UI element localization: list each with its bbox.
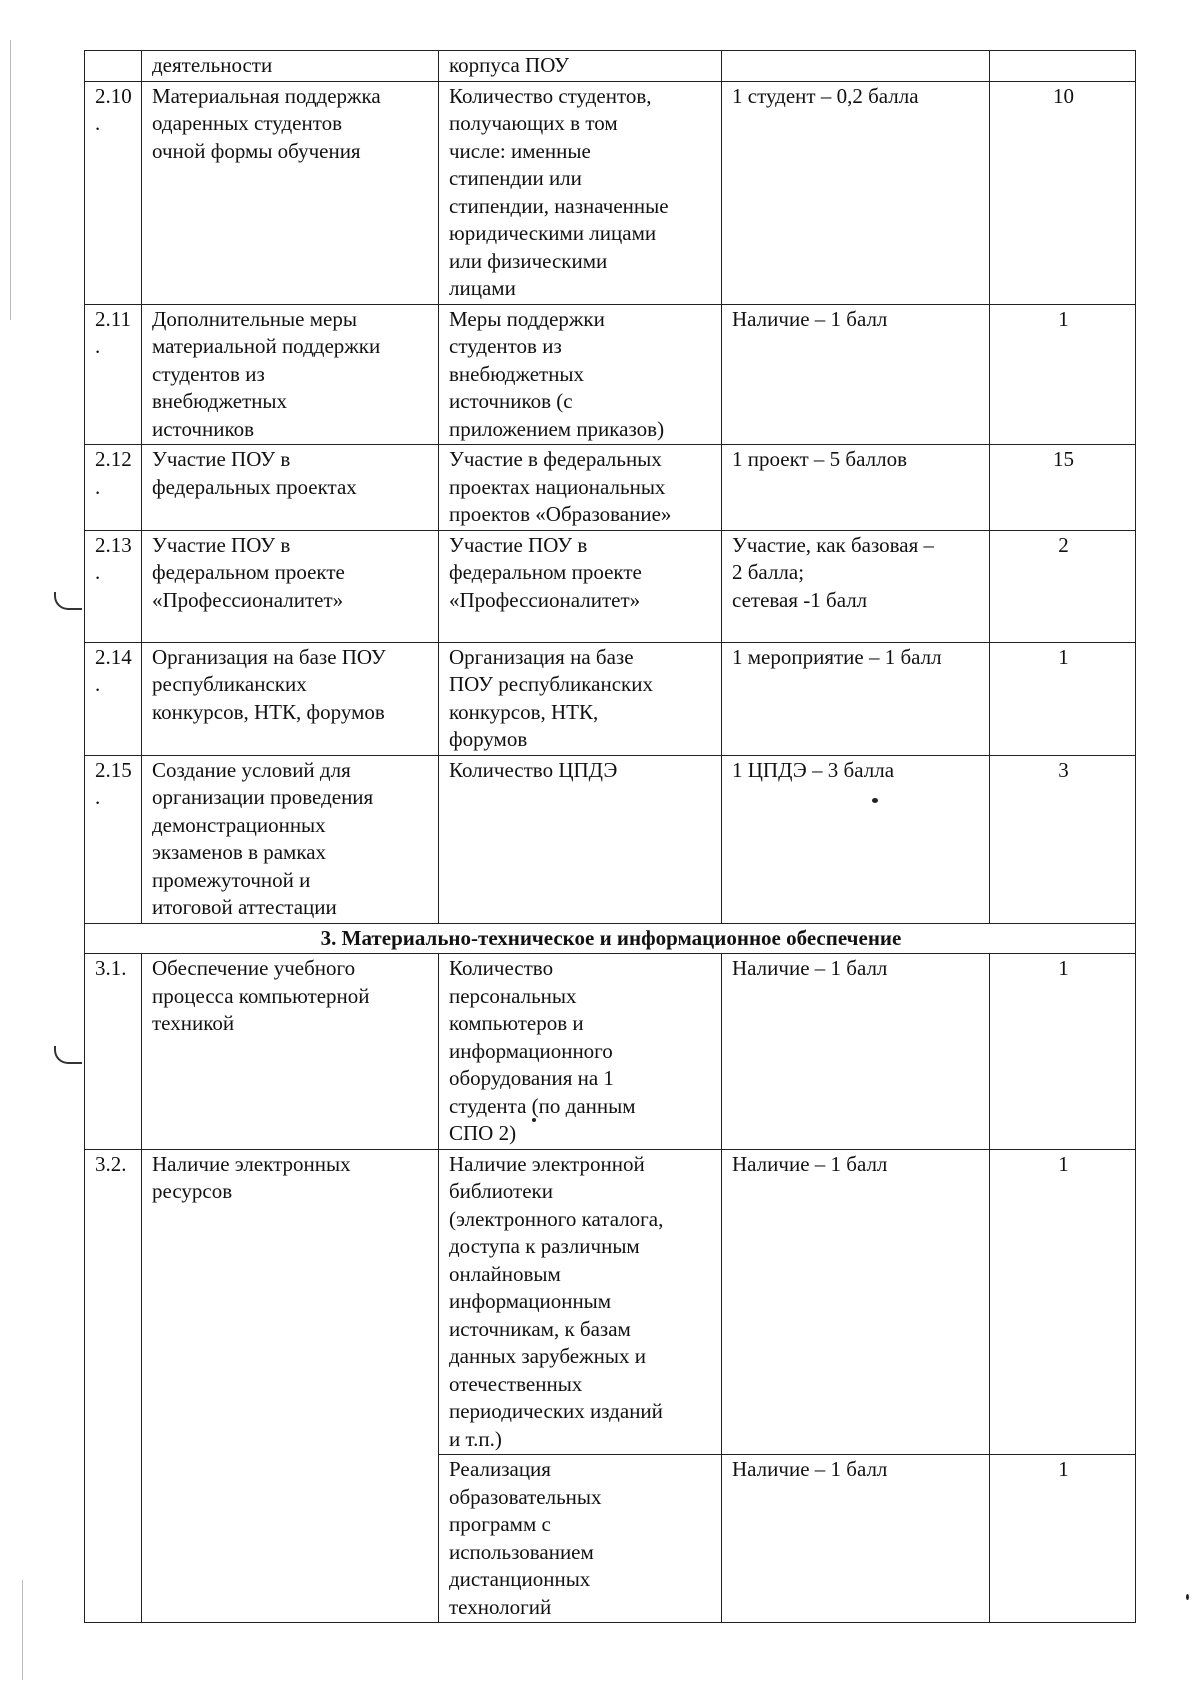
row-score: 15 bbox=[990, 445, 1136, 531]
row-indicator-line: Количество ЦПДЭ bbox=[449, 757, 618, 782]
row-score: 1 bbox=[990, 642, 1136, 755]
row-indicator: корпуса ПОУ bbox=[439, 51, 722, 82]
table-row bbox=[85, 81, 1136, 304]
row-indicator-line: доступа к различным bbox=[449, 1234, 640, 1258]
row-indicator-line: информационным bbox=[449, 1289, 612, 1313]
section-header-row bbox=[85, 923, 1136, 954]
row-name-line: демонстрационных bbox=[152, 812, 326, 837]
row-indicator-line: проектов «Образование» bbox=[449, 502, 672, 526]
row-name bbox=[142, 304, 439, 445]
row-indicator-line: использованием bbox=[449, 1539, 594, 1564]
row-indicator-line: форумов bbox=[449, 727, 528, 751]
row-criteria bbox=[722, 1455, 990, 1623]
table-row bbox=[85, 642, 1136, 755]
row-indicator-line: источников (с bbox=[449, 389, 573, 413]
row-criteria-line: Наличие – 1 балл bbox=[732, 956, 888, 980]
row-indicator-line: образовательных bbox=[449, 1484, 602, 1509]
row-criteria-line: Наличие – 1 балл bbox=[732, 1457, 888, 1481]
row-criteria bbox=[722, 954, 990, 1150]
row-criteria-line: Участие, как базовая – bbox=[732, 532, 935, 557]
row-name-line: процесса компьютерной bbox=[152, 983, 370, 1008]
row-indicator-line: Меры поддержки bbox=[449, 306, 605, 331]
row-indicator bbox=[439, 954, 722, 1150]
row-indicator-line: программ с bbox=[449, 1512, 551, 1536]
row-criteria bbox=[722, 530, 990, 642]
row-name-line: ресурсов bbox=[152, 1179, 233, 1203]
row-indicator-line: информационного bbox=[449, 1038, 613, 1063]
row-indicator-line: онлайновым bbox=[449, 1261, 561, 1286]
table-row bbox=[85, 445, 1136, 531]
scan-speck bbox=[1186, 1594, 1189, 1600]
row-name-line: «Профессионалитет» bbox=[152, 587, 344, 612]
row-indicator-line: источникам, к базам bbox=[449, 1316, 631, 1341]
row-score: 1 bbox=[990, 954, 1136, 1150]
row-criteria-line: Наличие – 1 балл bbox=[732, 1151, 888, 1176]
row-indicator-line: или физическими bbox=[449, 248, 608, 273]
row-indicator-line: Организация на базе bbox=[449, 644, 634, 669]
row-indicator-line: СПО 2) bbox=[449, 1121, 517, 1145]
row-name-line: источников bbox=[152, 416, 255, 441]
row-score: 10 bbox=[990, 81, 1136, 304]
row-indicator-line: Количество bbox=[449, 956, 554, 980]
table-row bbox=[85, 1149, 1136, 1455]
row-indicator-line: приложением приказов) bbox=[449, 416, 665, 441]
row-criteria bbox=[722, 755, 990, 923]
row-criteria-line: 1 мероприятие – 1 балл bbox=[732, 644, 942, 669]
row-criteria-line: 1 ЦПДЭ – 3 балла bbox=[732, 757, 895, 782]
scan-edge-line bbox=[22, 1580, 23, 1680]
table-row bbox=[85, 530, 1136, 642]
row-indicator bbox=[439, 445, 722, 531]
row-name bbox=[142, 642, 439, 755]
row-name-line: федеральном проекте bbox=[152, 560, 345, 584]
row-name-line: техникой bbox=[152, 1011, 235, 1035]
row-indicator-line: персональных bbox=[449, 983, 577, 1008]
row-criteria bbox=[722, 51, 990, 82]
hole-punch-mark bbox=[54, 1046, 82, 1064]
row-number: 2.15. bbox=[85, 755, 142, 923]
row-criteria-line: 1 проект – 5 баллов bbox=[732, 447, 907, 471]
row-indicator-line: стипендии, назначенные bbox=[449, 193, 669, 218]
row-indicator-line: конкурсов, НТК, bbox=[449, 699, 599, 724]
row-name bbox=[142, 445, 439, 531]
section-title: 3. Материально-техническое и информационное обеспечение bbox=[85, 923, 1136, 954]
table-row bbox=[85, 304, 1136, 445]
row-name-line: одаренных студентов bbox=[152, 111, 343, 135]
row-number: 2.14. bbox=[85, 642, 142, 755]
row-name bbox=[142, 954, 439, 1150]
row-indicator-line: Участие в федеральных bbox=[449, 447, 662, 471]
row-criteria bbox=[722, 81, 990, 304]
row-indicator-line: ПОУ республиканских bbox=[449, 672, 653, 696]
row-name: деятельности bbox=[142, 51, 439, 82]
hole-punch-mark bbox=[54, 592, 82, 610]
row-score: 1 bbox=[990, 304, 1136, 445]
row-number bbox=[85, 51, 142, 82]
row-score bbox=[990, 51, 1136, 82]
row-indicator-line: стипендии или bbox=[449, 166, 582, 190]
row-criteria bbox=[722, 445, 990, 531]
row-number: 2.11. bbox=[85, 304, 142, 445]
row-name-line: материальной поддержки bbox=[152, 334, 381, 358]
row-criteria-line: 2 балла; bbox=[732, 560, 805, 584]
row-score: 1 bbox=[990, 1149, 1136, 1455]
row-score: 2 bbox=[990, 530, 1136, 642]
row-number: 3.2. bbox=[85, 1149, 142, 1623]
row-name-line: внебюджетных bbox=[152, 389, 288, 413]
row-indicator-line: и т.п.) bbox=[449, 1426, 502, 1451]
row-indicator-line: компьютеров и bbox=[449, 1011, 584, 1035]
row-indicator-line: «Профессионалитет» bbox=[449, 587, 641, 612]
row-name bbox=[142, 530, 439, 642]
row-number: 3.1. bbox=[85, 954, 142, 1150]
row-indicator-line: данных зарубежных и bbox=[449, 1344, 646, 1368]
row-criteria bbox=[722, 642, 990, 755]
row-indicator-line: библиотеки bbox=[449, 1179, 553, 1203]
row-name-line: очной формы обучения bbox=[152, 138, 361, 163]
table-row bbox=[85, 755, 1136, 923]
row-indicator-line: Участие ПОУ в bbox=[449, 532, 588, 557]
criteria-table bbox=[84, 50, 1136, 1623]
row-indicator-line: лицами bbox=[449, 276, 516, 300]
row-name-line: Создание условий для bbox=[152, 757, 351, 782]
row-criteria-line: Наличие – 1 балл bbox=[732, 306, 888, 331]
row-indicator-line: технологий bbox=[449, 1594, 552, 1619]
row-indicator-line: федеральном проекте bbox=[449, 560, 642, 584]
row-score: 3 bbox=[990, 755, 1136, 923]
row-name bbox=[142, 1149, 439, 1623]
row-indicator-line: (электронного каталога, bbox=[449, 1206, 664, 1231]
table-row bbox=[85, 954, 1136, 1150]
row-indicator-line: отечественных bbox=[449, 1371, 583, 1396]
row-indicator bbox=[439, 755, 722, 923]
row-indicator-line: студентов из bbox=[449, 334, 562, 358]
row-name-line: конкурсов, НТК, форумов bbox=[152, 699, 385, 724]
row-number: 2.13. bbox=[85, 530, 142, 642]
row-name-line: промежуточной и bbox=[152, 867, 311, 892]
row-name-line: Материальная поддержка bbox=[152, 83, 381, 108]
row-indicator-line: внебюджетных bbox=[449, 361, 585, 386]
row-indicator-line: Реализация bbox=[449, 1457, 551, 1481]
row-indicator-line: юридическими лицами bbox=[449, 221, 657, 245]
row-criteria bbox=[722, 304, 990, 445]
row-name-line: студентов из bbox=[152, 361, 265, 386]
row-indicator bbox=[439, 1149, 722, 1455]
row-name-line: Участие ПОУ в bbox=[152, 447, 291, 471]
row-name-line: организации проведения bbox=[152, 785, 374, 809]
row-name-line: Организация на базе ПОУ bbox=[152, 644, 386, 669]
row-score: 1 bbox=[990, 1455, 1136, 1623]
row-indicator-line: студента (по данным bbox=[449, 1093, 636, 1118]
row-name-line: федеральных проектах bbox=[152, 474, 357, 499]
row-name-line: республиканских bbox=[152, 672, 307, 696]
row-name bbox=[142, 755, 439, 923]
row-number: 2.10. bbox=[85, 81, 142, 304]
scan-edge-line bbox=[10, 40, 11, 320]
row-name-line: Наличие электронных bbox=[152, 1151, 351, 1176]
row-indicator bbox=[439, 530, 722, 642]
row-indicator bbox=[439, 642, 722, 755]
row-indicator-line: получающих в том bbox=[449, 111, 618, 135]
row-name-line: экзаменов в рамках bbox=[152, 840, 327, 864]
row-criteria bbox=[722, 1149, 990, 1455]
row-criteria-line: сетевая -1 балл bbox=[732, 587, 868, 612]
row-indicator-line: дистанционных bbox=[449, 1567, 591, 1591]
row-indicator bbox=[439, 304, 722, 445]
row-indicator-line: Наличие электронной bbox=[449, 1151, 645, 1176]
row-indicator-line: Количество студентов, bbox=[449, 83, 652, 108]
row-indicator-line: оборудования на 1 bbox=[449, 1066, 614, 1090]
row-indicator bbox=[439, 81, 722, 304]
row-number: 2.12. bbox=[85, 445, 142, 531]
row-name-line: итоговой аттестации bbox=[152, 895, 337, 919]
row-indicator-line: периодических изданий bbox=[449, 1399, 663, 1423]
table-row bbox=[85, 51, 1136, 82]
row-name bbox=[142, 81, 439, 304]
row-name-line: Обеспечение учебного bbox=[152, 956, 356, 980]
row-indicator-line: проектах национальных bbox=[449, 474, 666, 499]
row-indicator-line: числе: именные bbox=[449, 138, 591, 163]
row-criteria-line: 1 студент – 0,2 балла bbox=[732, 83, 919, 108]
row-name-line: Дополнительные меры bbox=[152, 306, 357, 331]
row-name-line: Участие ПОУ в bbox=[152, 532, 291, 557]
row-indicator bbox=[439, 1455, 722, 1623]
